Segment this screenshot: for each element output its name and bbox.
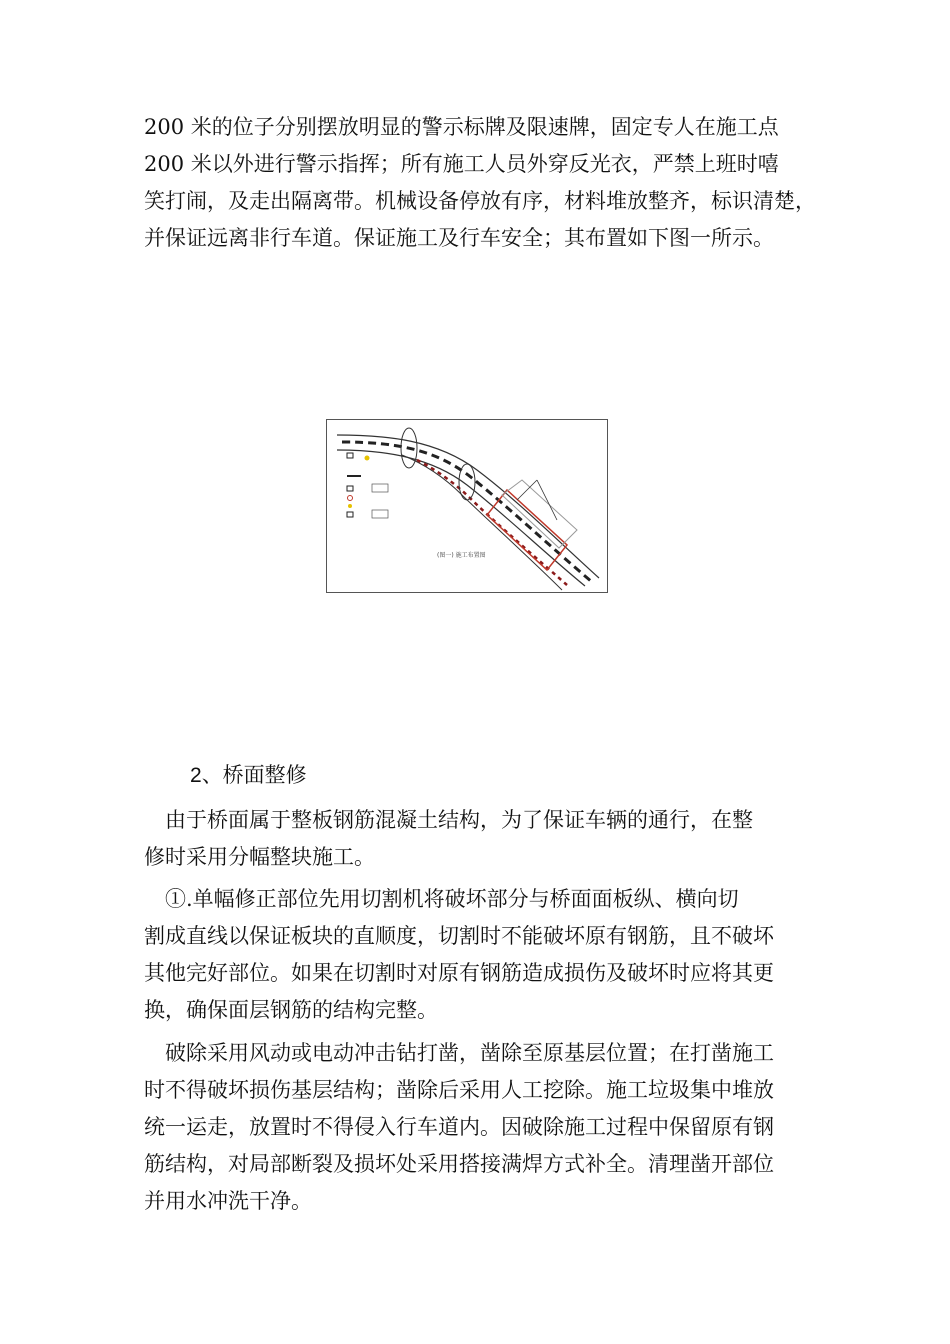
figure-caption: (图一) 施工布置图 [437,552,486,559]
callout-line [537,480,557,520]
text-line: 割成直线以保证板块的直顺度，切割时不能破坏原有钢筋，且不破坏 [144,924,774,948]
text-line: 200 米的位子分别摆放明显的警示标牌及限速牌，固定专人在施工点 [144,115,779,139]
section-title: 、桥面整修 [201,763,307,787]
layout-diagram [327,420,607,592]
sign-mark [347,453,353,458]
text-line: 200 米以外进行警示指挥；所有施工人员外穿反光衣，严禁上班时嘻 [144,152,779,176]
paragraph-intro [144,802,812,876]
text-line: 笑打闹，及走出隔离带。机械设备停放有序，材料堆放整齐，标识清楚， [144,189,816,213]
construction-layout-figure [326,419,608,593]
section-number: 2 [190,764,202,787]
text-line: 筋结构，对局部断裂及损坏处采用搭接满焊方式补全。清理凿开部位 [144,1152,774,1176]
junction-mark [459,464,475,500]
callout-line [517,480,537,500]
paragraph-demolition [144,1035,812,1220]
legend-mark [347,512,353,517]
light-mark [365,456,370,461]
text-line: ①.单幅修正部位先用切割机将破坏部分与桥面面板纵、横向切 [144,887,739,911]
paragraph-safety-measures [144,109,816,257]
cone-line [417,460,567,585]
legend-mark [348,504,352,508]
paragraph-cutting [144,881,812,1029]
text-line: 破除采用风动或电动冲击钻打凿，凿除至原基层位置；在打凿施工 [144,1041,774,1065]
text-line: 统一运走，放置时不得侵入行车道内。因破除施工过程中保留原有钢 [144,1115,774,1139]
section-heading [190,760,307,791]
text-line: 其他完好部位。如果在切割时对原有钢筋造成损伤及破坏时应将其更 [144,961,774,985]
text-line: 修时采用分幅整块施工。 [144,845,375,869]
legend-box [372,484,388,492]
text-line: 并用水冲洗干净。 [144,1189,312,1213]
legend-mark [348,496,353,501]
legend [347,476,388,518]
text-line: 由于桥面属于整板钢筋混凝土结构，为了保证车辆的通行，在整 [144,808,753,832]
text-line: 时不得破坏损伤基层结构；凿除后采用人工挖除。施工垃圾集中堆放 [144,1078,774,1102]
text-line: 换，确保面层钢筋的结构完整。 [144,998,438,1022]
legend-box [372,510,388,518]
text-line: 并保证远离非行车道。保证施工及行车安全；其布置如下图一所示。 [144,226,774,250]
legend-mark [347,486,353,491]
